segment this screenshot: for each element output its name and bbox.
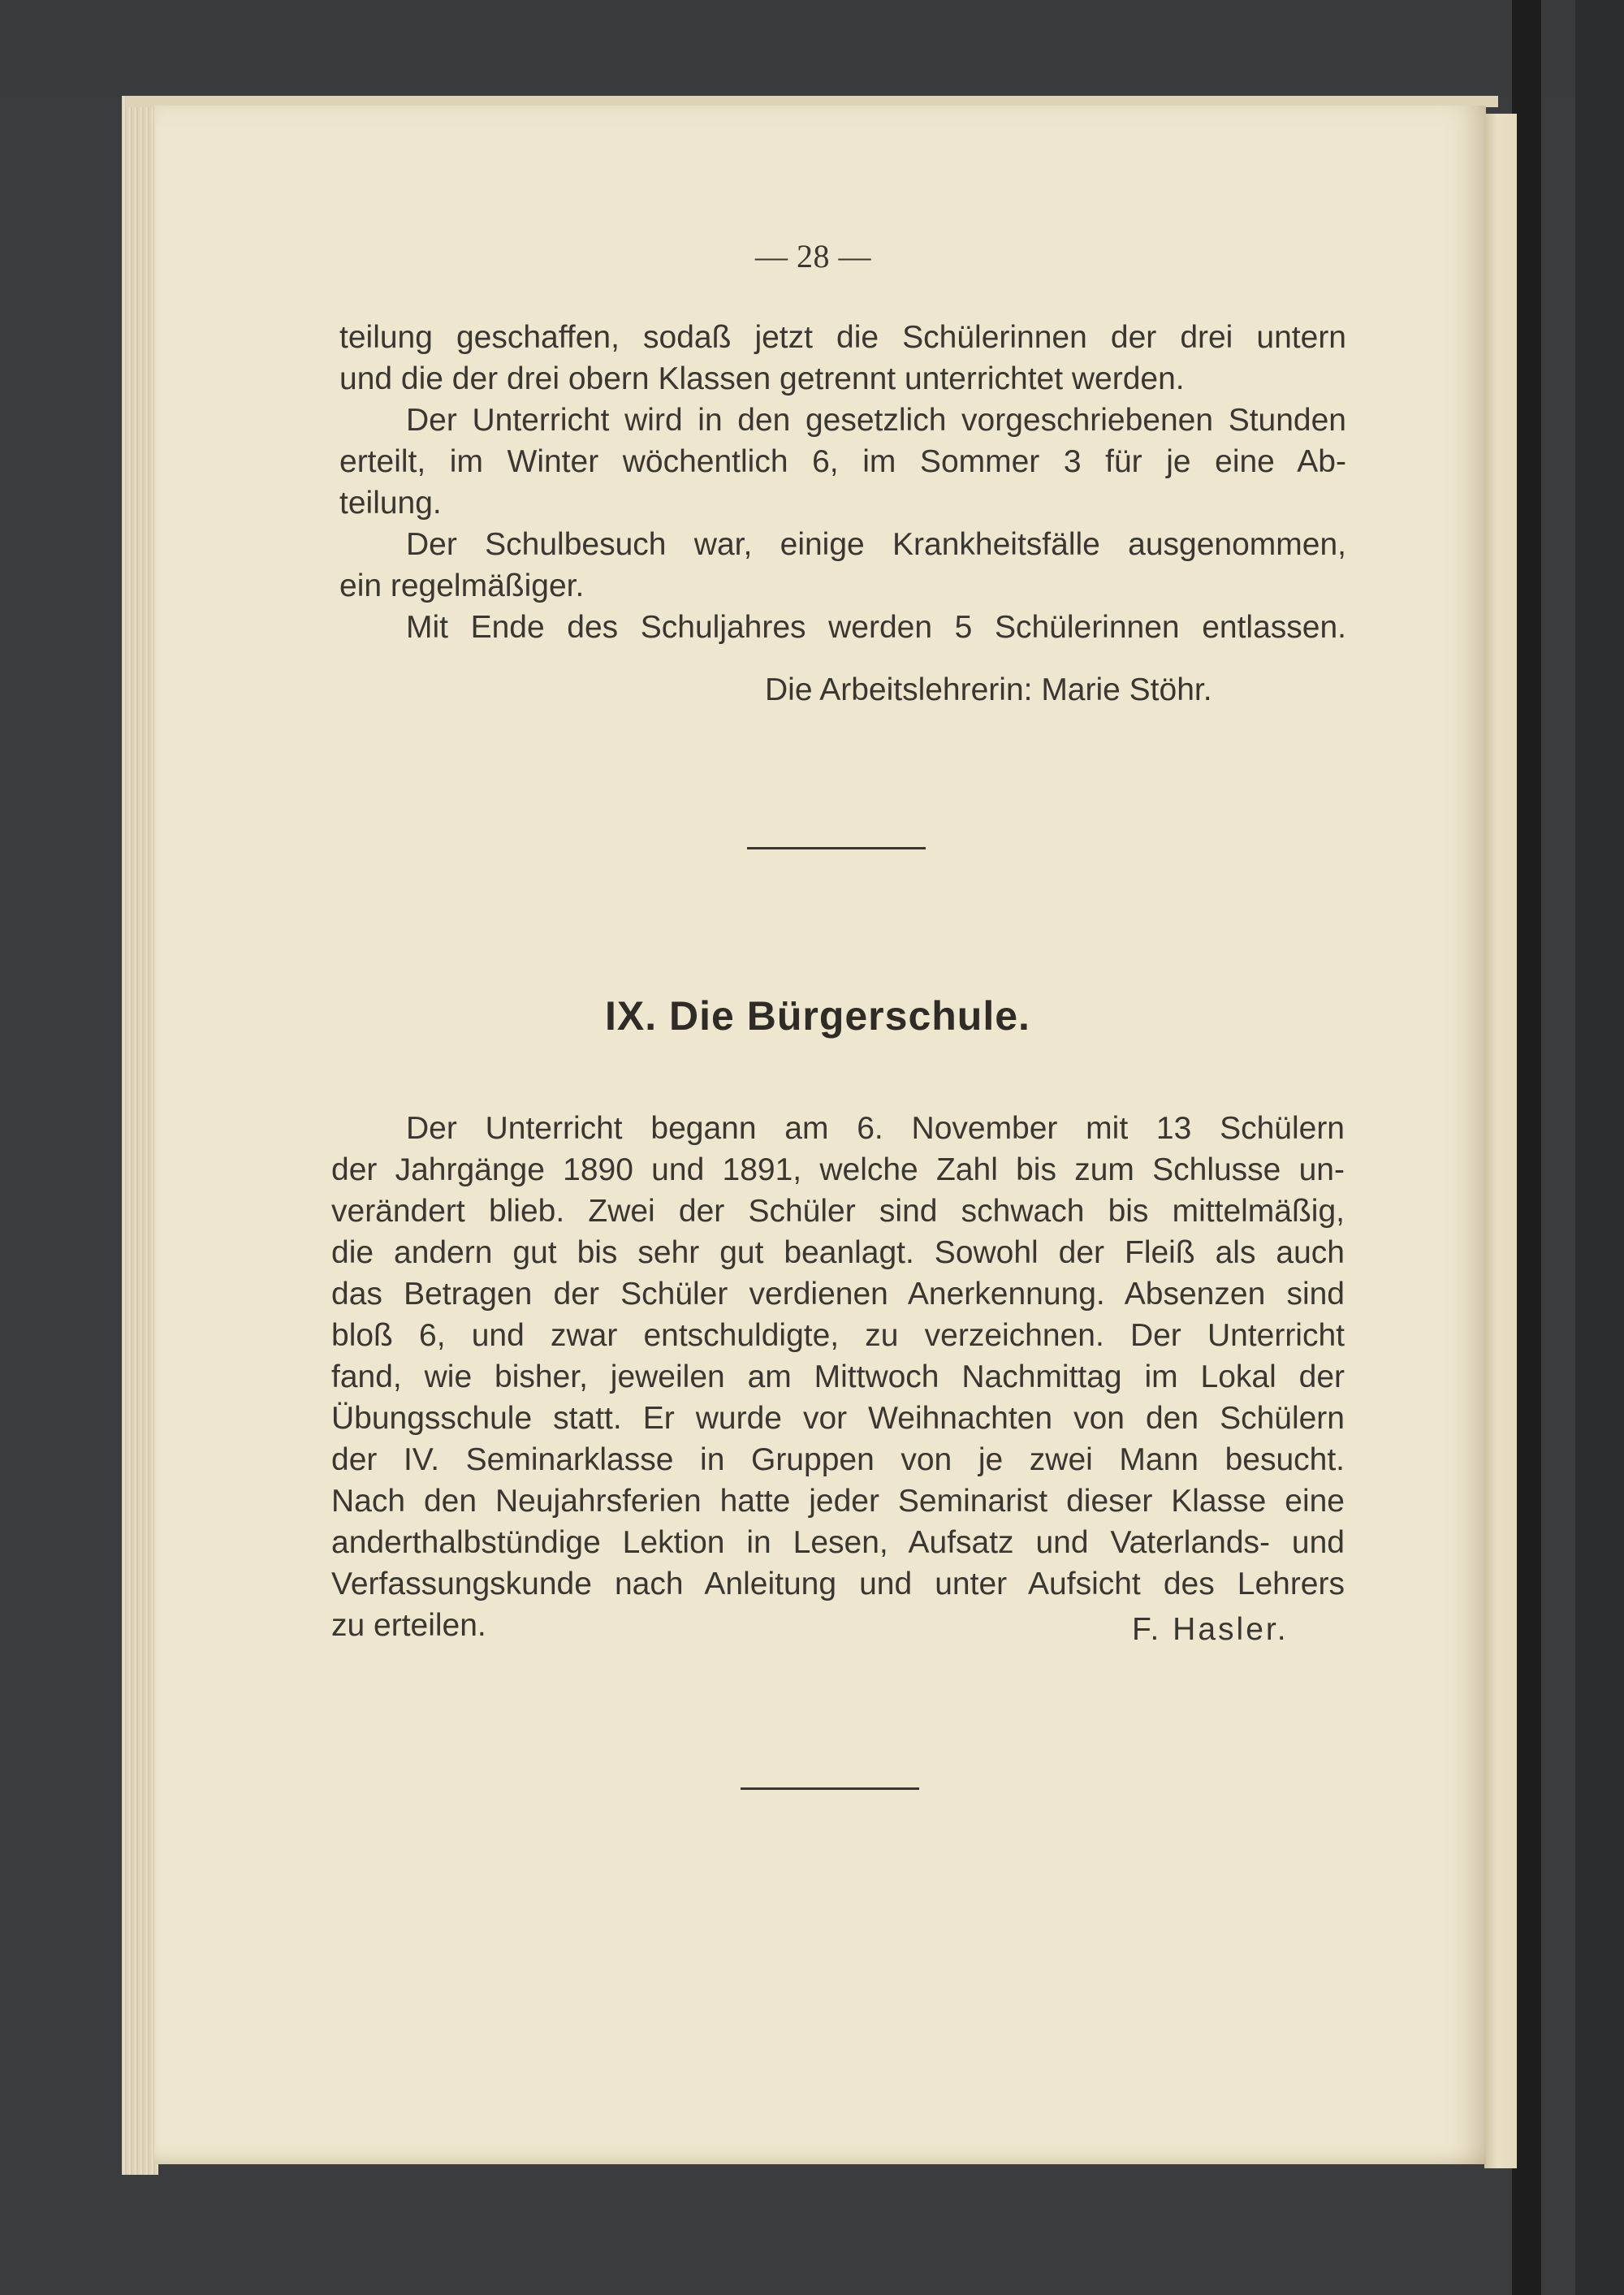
text-line: der IV. Seminarklasse in Gruppen von je zwei Mann besucht. <box>331 1442 1345 1477</box>
text-line: erteilt, im Winter wöchentlich 6, im Sommer 3 für je eine Ab- <box>339 444 1346 479</box>
text-line: Der Unterricht begann am 6. November mit 13 Schülern <box>406 1111 1345 1146</box>
signature-hasler: F. Hasler. <box>1132 1612 1289 1647</box>
page-number: — 28 — <box>755 238 871 274</box>
text-line: Der Unterricht wird in den gesetzlich vorgeschriebenen Stunden <box>406 403 1346 438</box>
text-line: verändert blieb. Zwei der Schüler sind schwach bis mittelmäßig, <box>331 1194 1345 1229</box>
text-line: teilung. <box>339 486 442 521</box>
adjacent-page-edge <box>1484 114 1517 2168</box>
section-divider <box>747 847 926 849</box>
text-line: Der Schulbesuch war, einige Krankheitsfälle ausgenommen, <box>406 527 1346 562</box>
text-line: der Jahrgänge 1890 und 1891, welche Zahl bis zum Schlusse un- <box>331 1152 1345 1187</box>
text-line: die andern gut bis sehr gut beanlagt. Sowohl der Fleiß als auch <box>331 1235 1345 1270</box>
signature-arbeitslehrerin: Die Arbeitslehrerin: Marie Stöhr. <box>765 672 1212 707</box>
section-divider <box>741 1787 919 1790</box>
scanner-background <box>0 0 1624 97</box>
text-line: zu erteilen. <box>331 1608 486 1643</box>
text-line: fand, wie bisher, jeweilen am Mittwoch Nachmittag im Lokal der <box>331 1359 1345 1394</box>
text-line: Verfassungskunde nach Anleitung und unter Aufsicht des Lehrers <box>331 1567 1345 1601</box>
text-line: und die der drei obern Klassen getrennt unterrichtet werden. <box>339 361 1185 396</box>
text-line: Nach den Neujahrsferien hatte jeder Seminarist dieser Klasse eine <box>331 1484 1345 1519</box>
section-8-text <box>339 317 1346 648</box>
text-line: Übungsschule statt. Er wurde vor Weihnachten von den Schülern <box>331 1401 1345 1436</box>
text-line: anderthalbstündige Lektion in Lesen, Aufsatz und Vaterlands- und <box>331 1525 1345 1560</box>
section-heading: IX. Die Bürgerschule. <box>605 993 1030 1039</box>
page-stack-edges <box>122 96 158 2175</box>
text-line: ein regelmäßiger. <box>339 568 585 603</box>
text-line: teilung geschaffen, sodaß jetzt die Schülerinnen der drei untern <box>339 320 1346 355</box>
text-line: das Betragen der Schüler verdienen Anerkennung. Absenzen sind <box>331 1277 1345 1312</box>
section-9-text <box>331 1108 1345 1646</box>
text-line: bloß 6, und zwar entschuldigte, zu verzeichnen. Der Unterricht <box>331 1318 1345 1353</box>
scanner-background-right <box>1575 0 1624 2295</box>
text-line: Mit Ende des Schuljahres werden 5 Schülerinnen entlassen. <box>406 610 1346 645</box>
